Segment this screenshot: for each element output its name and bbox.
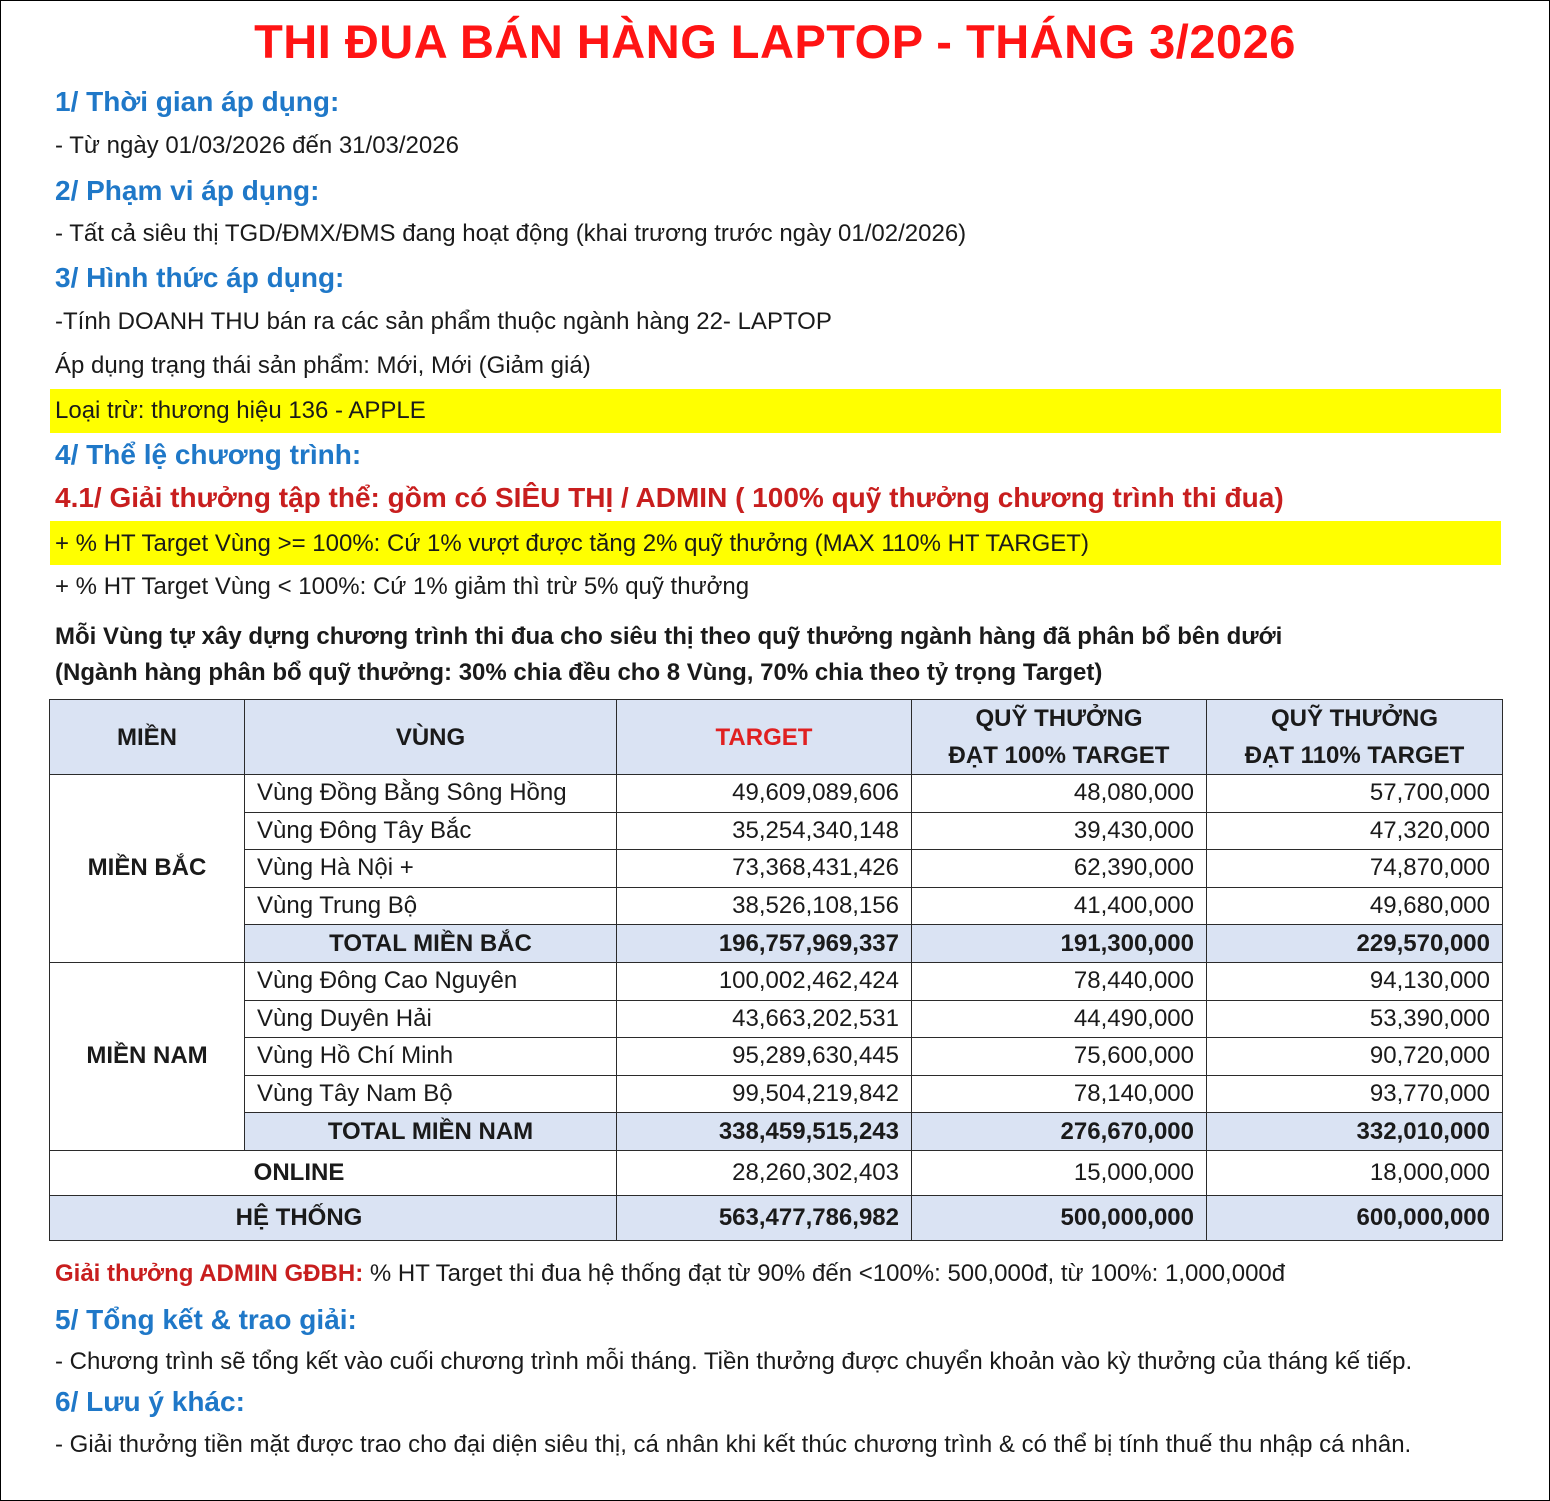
fund110-cell: 93,770,000 — [1207, 1075, 1503, 1113]
target-cell: 73,368,431,426 — [617, 850, 912, 888]
rule1-line: + % HT Target Vùng >= 100%: Cứ 1% vượt được tăng 2% quỹ thưởng (MAX 110% HT TARGET) — [55, 530, 1089, 557]
table-row — [50, 887, 1503, 925]
online-row — [50, 1150, 1503, 1195]
header-fund100: QUỸ THƯỞNG ĐẠT 100% TARGET — [912, 700, 1207, 775]
admin-award-line — [55, 1260, 1285, 1288]
vung-cell: Vùng Trung Bộ — [245, 887, 617, 925]
header-fund110: QUỸ THƯỞNG ĐẠT 110% TARGET — [1207, 700, 1503, 775]
section3-line1: -Tính DOANH THU bán ra các sản phẩm thuộc ngành hàng 22- LAPTOP — [55, 308, 832, 335]
table-row — [50, 962, 1503, 1000]
fund100-cell: 41,400,000 — [912, 887, 1207, 925]
fund100-cell: 78,440,000 — [912, 962, 1207, 1000]
table-row — [50, 850, 1503, 888]
table-row — [50, 775, 1503, 813]
section1-heading: 1/ Thời gian áp dụng: — [55, 86, 340, 117]
total-south-row — [50, 1113, 1503, 1151]
fund100-cell: 39,430,000 — [912, 812, 1207, 850]
total-north-row — [50, 925, 1503, 963]
total-target: 338,459,515,243 — [617, 1113, 912, 1151]
fund100-cell: 75,600,000 — [912, 1038, 1207, 1076]
target-cell: 35,254,340,148 — [617, 812, 912, 850]
section1-line: - Từ ngày 01/03/2026 đến 31/03/2026 — [55, 132, 459, 159]
fund100-cell: 48,080,000 — [912, 775, 1207, 813]
vung-cell: Vùng Hồ Chí Minh — [245, 1038, 617, 1076]
table-row — [50, 1075, 1503, 1113]
vung-cell: Vùng Đồng Bằng Sông Hồng — [245, 775, 617, 813]
fund110-cell: 90,720,000 — [1207, 1038, 1503, 1076]
section2-heading: 2/ Phạm vi áp dụng: — [55, 175, 320, 206]
section5-heading: 5/ Tổng kết & trao giải: — [55, 1304, 357, 1335]
table-row — [50, 1000, 1503, 1038]
fund100-cell: 44,490,000 — [912, 1000, 1207, 1038]
fund-table — [49, 699, 1503, 1241]
vung-cell: Vùng Đông Tây Bắc — [245, 812, 617, 850]
vung-cell: Vùng Hà Nội + — [245, 850, 617, 888]
section4-sub-heading: 4.1/ Giải thưởng tập thể: gồm có SIÊU THỊ / ADMIN ( 100% quỹ thưởng chương trình thi đua) — [55, 482, 1284, 513]
exclusion-line: Loại trừ: thương hiệu 136 - APPLE — [55, 397, 426, 424]
fund110-cell: 94,130,000 — [1207, 962, 1503, 1000]
system-fund110: 600,000,000 — [1207, 1195, 1503, 1240]
header-vung: VÙNG — [245, 700, 617, 775]
online-label: ONLINE — [50, 1150, 617, 1195]
header-target: TARGET — [617, 700, 912, 775]
region-north: MIỀN BẮC — [50, 775, 245, 963]
fund110-cell: 49,680,000 — [1207, 887, 1503, 925]
table-row — [50, 1038, 1503, 1076]
section3-line2: Áp dụng trạng thái sản phẩm: Mới, Mới (Giảm giá) — [55, 352, 591, 379]
target-cell: 49,609,089,606 — [617, 775, 912, 813]
online-target: 28,260,302,403 — [617, 1150, 912, 1195]
admin-award-label: Giải thưởng ADMIN GĐBH: — [55, 1260, 364, 1287]
section3-heading: 3/ Hình thức áp dụng: — [55, 262, 345, 293]
target-cell: 100,002,462,424 — [617, 962, 912, 1000]
system-target: 563,477,786,982 — [617, 1195, 912, 1240]
region-south: MIỀN NAM — [50, 962, 245, 1150]
total-target: 196,757,969,337 — [617, 925, 912, 963]
target-cell: 43,663,202,531 — [617, 1000, 912, 1038]
fund110-cell: 47,320,000 — [1207, 812, 1503, 850]
section6-line: - Giải thưởng tiền mặt được trao cho đại diện siêu thị, cá nhân khi kết thúc chương trình & có thể bị tính thuế thu nhập cá nhân. — [55, 1431, 1412, 1458]
total-fund110: 332,010,000 — [1207, 1113, 1503, 1151]
total-fund110: 229,570,000 — [1207, 925, 1503, 963]
total-label: TOTAL MIỀN NAM — [245, 1113, 617, 1151]
section2-line: - Tất cả siêu thị TGD/ĐMX/ĐMS đang hoạt động (khai trương trước ngày 01/02/2026) — [55, 220, 967, 247]
online-fund100: 15,000,000 — [912, 1150, 1207, 1195]
note2-line: (Ngành hàng phân bổ quỹ thưởng: 30% chia đều cho 8 Vùng, 70% chia theo tỷ trọng Target) — [55, 659, 1103, 686]
section6-heading: 6/ Lưu ý khác: — [55, 1386, 245, 1417]
table-header-row — [50, 700, 1503, 775]
online-fund110: 18,000,000 — [1207, 1150, 1503, 1195]
fund100-cell: 62,390,000 — [912, 850, 1207, 888]
vung-cell: Vùng Tây Nam Bộ — [245, 1075, 617, 1113]
vung-cell: Vùng Duyên Hải — [245, 1000, 617, 1038]
page-title: THI ĐUA BÁN HÀNG LAPTOP - THÁNG 3/2026 — [254, 15, 1296, 68]
system-fund100: 500,000,000 — [912, 1195, 1207, 1240]
target-cell: 95,289,630,445 — [617, 1038, 912, 1076]
system-row — [50, 1195, 1503, 1240]
system-label: HỆ THỐNG — [50, 1195, 617, 1240]
section4-heading: 4/ Thể lệ chương trình: — [55, 439, 362, 470]
header-mien: MIỀN — [50, 700, 245, 775]
fund110-cell: 53,390,000 — [1207, 1000, 1503, 1038]
fund110-cell: 74,870,000 — [1207, 850, 1503, 888]
total-fund100: 276,670,000 — [912, 1113, 1207, 1151]
note1-line: Mỗi Vùng tự xây dựng chương trình thi đua cho siêu thị theo quỹ thưởng ngành hàng đã phân bổ bên dưới — [55, 623, 1283, 650]
rule2-line: + % HT Target Vùng < 100%: Cứ 1% giảm thì trừ 5% quỹ thưởng — [55, 573, 750, 600]
total-label: TOTAL MIỀN BẮC — [245, 925, 617, 963]
vung-cell: Vùng Đông Cao Nguyên — [245, 962, 617, 1000]
section5-line: - Chương trình sẽ tổng kết vào cuối chương trình mỗi tháng. Tiền thưởng được chuyển khoản vào kỳ thưởng của tháng kế tiếp. — [55, 1348, 1413, 1375]
fund110-cell: 57,700,000 — [1207, 775, 1503, 813]
table-row — [50, 812, 1503, 850]
fund100-cell: 78,140,000 — [912, 1075, 1207, 1113]
target-cell: 38,526,108,156 — [617, 887, 912, 925]
total-fund100: 191,300,000 — [912, 925, 1207, 963]
admin-award-text: % HT Target thi đua hệ thống đạt từ 90% đến <100%: 500,000đ, từ 100%: 1,000,000đ — [363, 1260, 1286, 1287]
target-cell: 99,504,219,842 — [617, 1075, 912, 1113]
